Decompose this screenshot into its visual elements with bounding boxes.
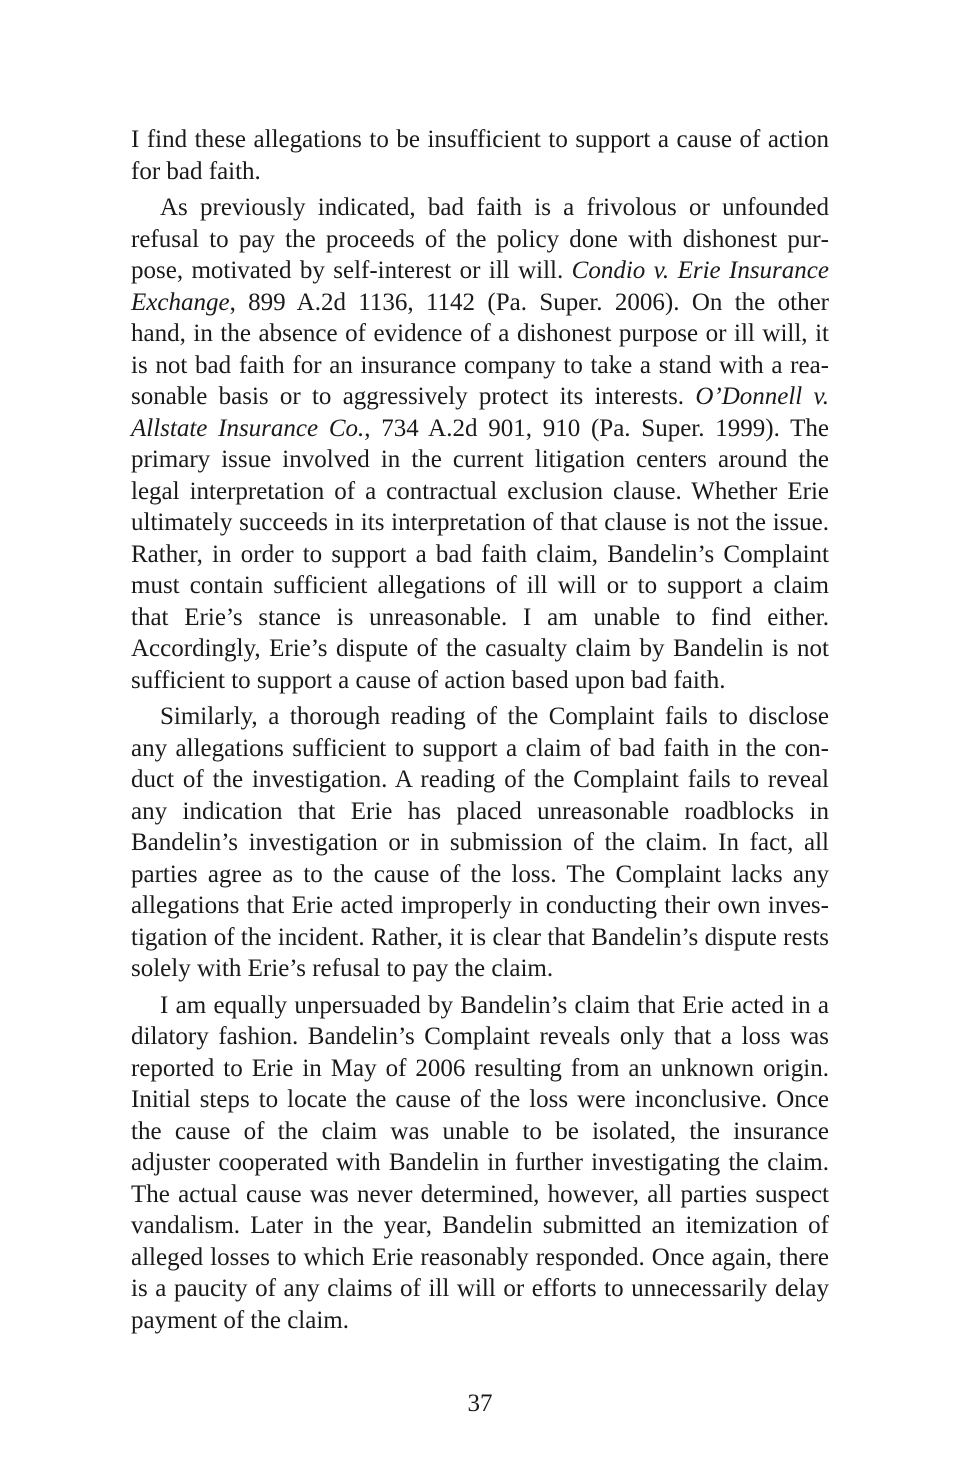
paragraph-2-text-a: As previously indicated, bad faith is a frivolous or unfounded refusal to pay the proceeds of the policy done with dishonest purpose, motivated by self-interest or ill will. [131,194,829,284]
citation-reporter-odonnell: , 734 A.2d 901, 910 (Pa. Super. 1999). [364,414,791,442]
paragraph-2-text-b: On the other hand, in the absence of evidence of a dishonest purpose or ill will, it is not bad faith for an insurance company to take a stand with a reasonable basis or to aggressively protect its interests. [131,288,830,410]
case-citation-condio: Condio v. Erie Insurance Exchange [131,257,829,316]
citation-reporter-condio: , 899 A.2d 1136, 1142 (Pa. Super. 2006). [229,288,692,316]
paragraph-4: I am equally unpersuaded by Bandelin’s claim that Erie acted in a dilatory fashion. Bandelin’s Complaint reveals only that a loss was reported to Erie in May of 2006 resulting from an unknown origin. Initial steps to locate the cause of the loss were inconclusive. Once the cause of the claim was unable to be isolated, the insurance adjuster cooperated with Bandelin in further investigating the claim. The actual cause was never determined, however, all parties suspect vandalism. Later in the year, Bandelin submitted an itemization of alleged losses to which Erie reasonably responded. Once again, there is a paucity of any claims of ill will or efforts to unnecessarily delay payment of the claim. [131,991,829,1334]
paragraph-2-text-c: The primary issue involved in the current litigation centers around the legal interpretation of a contractual exclusion clause. Whether Erie ultimately succeeds in its interpretation of that clause is not the issue. Rather, in order to support a bad faith claim, Bandelin’s Complaint must contain sufficient allegations of ill will or to support a claim that Erie’s stance is unreasonable. I am unable to find either. Accordingly, Erie’s dispute of the casualty claim by Bandelin is not sufficient to support a cause of action based upon bad faith. [131,414,830,694]
page-number: 37 [467,1390,493,1417]
case-citation-odonnell: O’Donnell v. Allstate Insurance Co. [131,383,829,442]
document-body [131,124,829,1341]
paragraph-2 [131,192,829,696]
paragraph-3: Similarly, a thorough reading of the Complaint fails to disclose any allegations sufficient to support a claim of bad faith in the conduct of the investigation. A reading of the Complaint fails to reveal any indication that Erie has placed unreasonable roadblocks in Bandelin’s investigation or in submission of the claim. In fact, all parties agree as to the cause of the loss. The Complaint lacks any allegations that Erie acted improperly in conducting their own investigation of the incident. Rather, it is clear that Bandelin’s dispute rests solely with Erie’s refusal to pay the claim. [131,703,829,982]
paragraph-1: I find these allegations to be insufficient to support a cause of action for bad faith. [131,126,829,185]
